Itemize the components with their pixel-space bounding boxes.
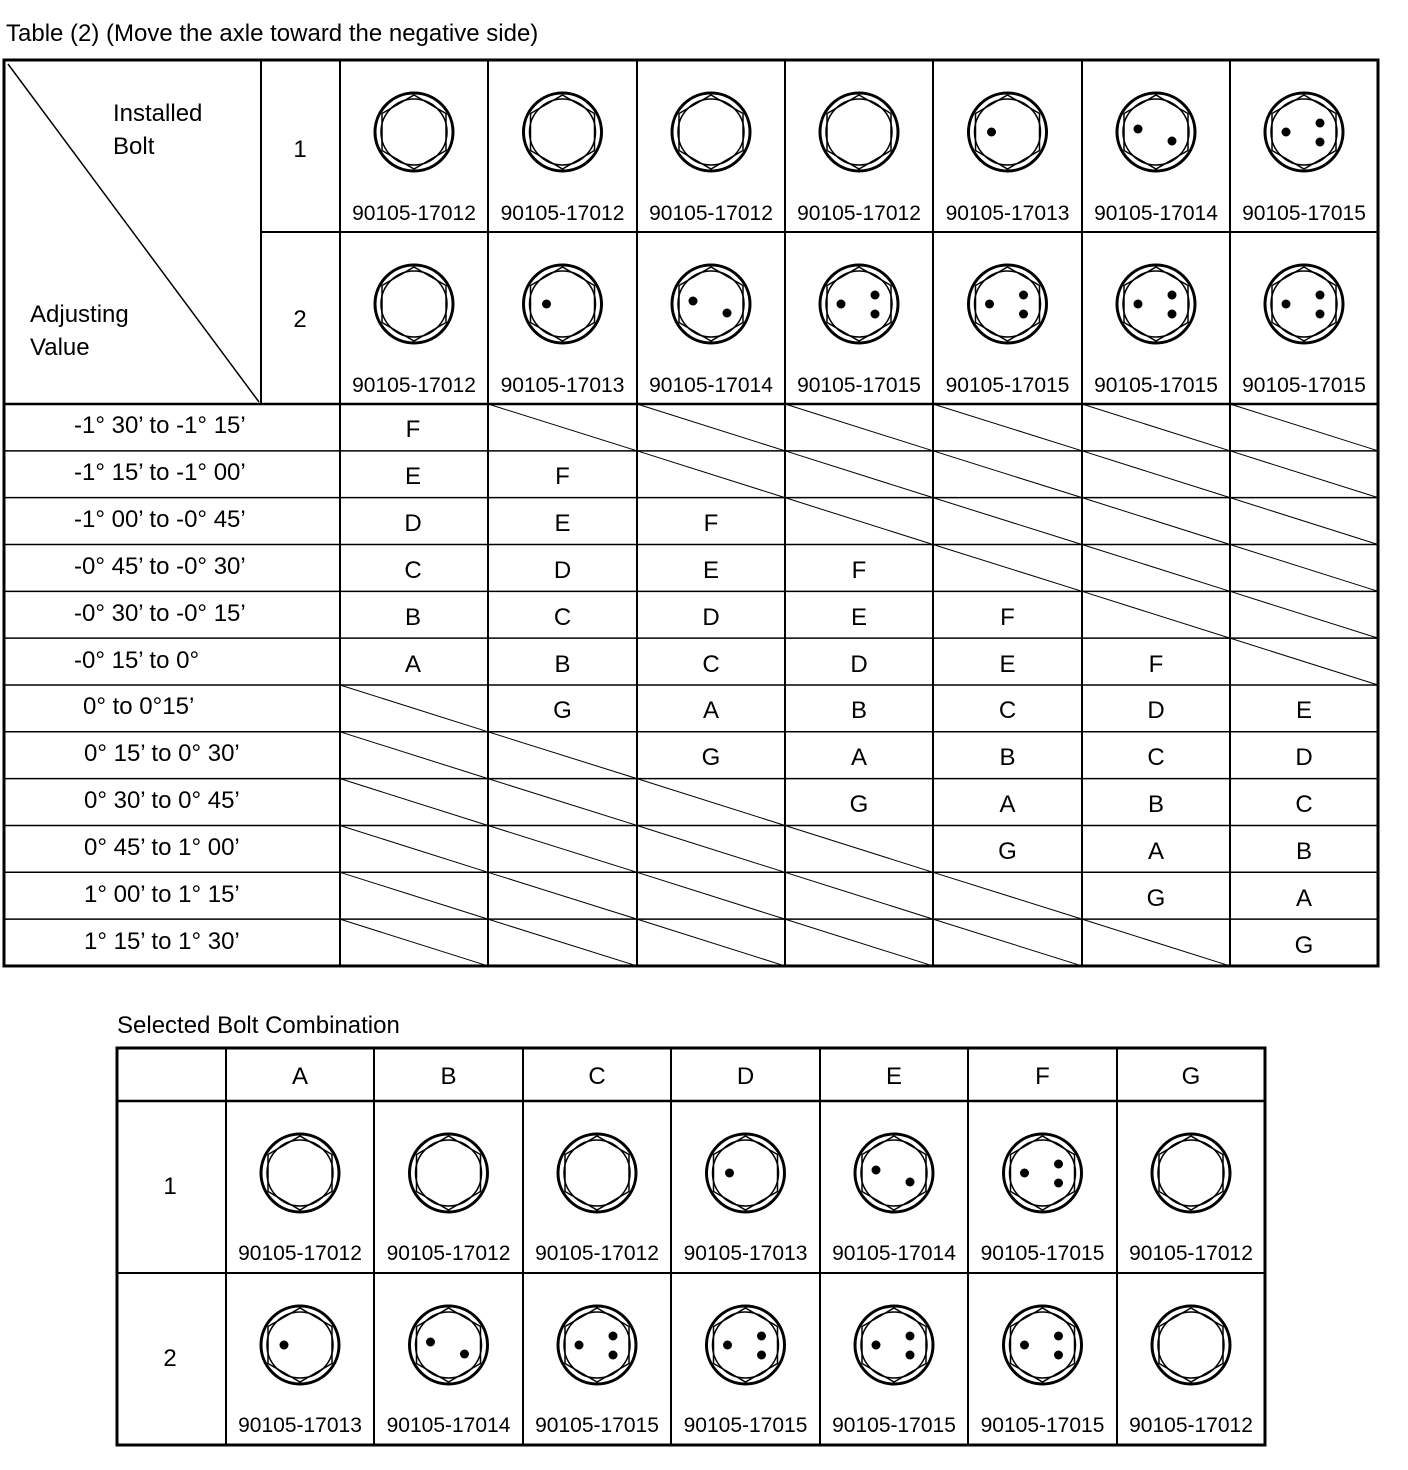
combination-letter: D [702, 603, 720, 631]
bolt-row-label-2: 2 [163, 1345, 177, 1372]
adjusting-value-label: 0° 45’ to 1° 00’ [84, 833, 240, 861]
combination-letter: F [1148, 650, 1164, 678]
combination-letter: A [999, 791, 1016, 819]
bolt-mark-dot [906, 1351, 915, 1360]
combination-letter: B [554, 650, 571, 678]
bolt-icon [261, 1306, 339, 1384]
part-number: 90105-17013 [238, 1414, 362, 1437]
adjusting-value-label: 1° 15’ to 1° 30’ [84, 927, 240, 955]
part-number: 90105-17015 [1242, 374, 1366, 397]
bolt-row-label-1: 1 [293, 136, 307, 163]
bolt-mark-dot [872, 1166, 881, 1175]
bolt-icon [261, 1134, 339, 1212]
bolt-icon [1004, 1134, 1082, 1212]
combination-letter: C [404, 556, 422, 584]
part-number: 90105-17012 [500, 202, 625, 225]
part-number: 90105-17012 [352, 374, 476, 397]
bolt-mark-dot [1054, 1179, 1063, 1188]
combination-letter: F [703, 510, 719, 538]
part-number: 90105-17012 [797, 202, 921, 225]
part-number: 90105-17014 [1094, 202, 1218, 225]
adjusting-value-label: 0° 30’ to 0° 45’ [84, 787, 240, 815]
bolt-mark-dot [460, 1350, 469, 1359]
combination-letter: E [999, 650, 1016, 678]
combination-letter: C [702, 650, 720, 678]
bolt-mark-dot [872, 1341, 881, 1350]
adjusting-value-label: 0° 15’ to 0° 30’ [84, 740, 240, 768]
column-header-letter: D [736, 1062, 755, 1090]
part-number: 90105-17015 [683, 1414, 808, 1437]
combination-letter: A [404, 650, 422, 678]
bolt-row-label-2: 2 [293, 306, 307, 333]
bolt-mark-dot [757, 1332, 766, 1341]
combination-letter: G [849, 791, 869, 819]
bolt-icon [558, 1134, 636, 1212]
combination-letter: D [1147, 697, 1165, 725]
combination-letter: E [850, 603, 868, 631]
part-number: 90105-17015 [1094, 374, 1218, 397]
combination-letter: E [554, 510, 571, 538]
combination-letter: A [1295, 884, 1313, 912]
combination-letter: A [702, 697, 720, 725]
combination-letter: G [553, 697, 572, 725]
combination-letter: G [998, 837, 1017, 865]
bolt-icon [1004, 1306, 1082, 1384]
part-number: 90105-17013 [500, 374, 625, 397]
adjusting-value-label: -1° 00’ to -0° 45’ [74, 506, 246, 534]
adjusting-value-label: -0° 30’ to -0° 15’ [74, 599, 246, 627]
bolt-mark-dot [426, 1338, 435, 1347]
part-number: 90105-17014 [386, 1414, 511, 1437]
header-installed-line1: Installed [113, 100, 203, 127]
part-number: 90105-17014 [832, 1242, 956, 1265]
part-number: 90105-17012 [1129, 1414, 1253, 1437]
bolt-mark-dot [757, 1351, 766, 1360]
column-header-letter: B [440, 1062, 457, 1090]
adjusting-value-label: -0° 45’ to -0° 30’ [74, 552, 246, 580]
bolt-icon [558, 1306, 636, 1384]
bolt-icon [707, 1306, 785, 1384]
bolt-mark-dot [1054, 1160, 1063, 1169]
part-number: 90105-17012 [352, 202, 476, 225]
combination-letter: C [553, 603, 572, 631]
combination-letter: F [555, 463, 570, 491]
bolt-icon [707, 1134, 785, 1212]
adjusting-value-label: -1° 15’ to -1° 00’ [74, 459, 246, 487]
part-number: 90105-17012 [238, 1242, 362, 1265]
column-header-letter: A [291, 1062, 309, 1090]
part-number: 90105-17012 [1129, 1242, 1253, 1265]
part-number: 90105-17015 [535, 1414, 659, 1437]
part-number: 90105-17012 [386, 1242, 511, 1265]
bolt-row-label-1: 1 [163, 1173, 177, 1200]
adjusting-value-label: 0° to 0°15’ [83, 693, 195, 721]
bolt-mark-dot [280, 1341, 289, 1350]
combination-letter: F [1000, 603, 1015, 631]
adjusting-value-label: -1° 30’ to -1° 15’ [74, 412, 246, 440]
bolt-icon [1152, 1306, 1230, 1384]
part-number: 90105-17014 [649, 374, 773, 397]
combination-letter: F [405, 416, 421, 444]
part-number: 90105-17015 [980, 1414, 1105, 1437]
combination-letter: E [1295, 697, 1313, 725]
bolt-icon [410, 1134, 488, 1212]
combination-letter: E [702, 556, 720, 584]
combination-letter: D [850, 650, 868, 678]
combination-letter: D [404, 510, 422, 538]
combination-letter: B [999, 744, 1016, 772]
bolt-mark-dot [1020, 1341, 1029, 1350]
table2-title: Selected Bolt Combination [117, 1012, 400, 1039]
part-number: 90105-17015 [1242, 202, 1366, 225]
combination-letter: C [1147, 744, 1165, 772]
table1-title: Table (2) (Move the axle toward the negative side) [6, 20, 539, 47]
bolt-icon [855, 1134, 933, 1212]
bolt-icon [855, 1306, 933, 1384]
combination-letter: D [1295, 744, 1313, 772]
bolt-mark-dot [1020, 1169, 1029, 1178]
part-number: 90105-17013 [683, 1242, 808, 1265]
part-number: 90105-17012 [535, 1242, 659, 1265]
bolt-mark-dot [609, 1351, 618, 1360]
combination-letter: G [1294, 931, 1314, 959]
header-adjusting-line2: Value [30, 334, 90, 361]
combination-letter: C [998, 697, 1017, 725]
combination-letter: G [1146, 884, 1166, 912]
bolt-mark-dot [725, 1169, 734, 1178]
combination-letter: B [1295, 837, 1313, 865]
column-header-letter: C [588, 1062, 606, 1090]
column-header-letter: G [1181, 1062, 1201, 1090]
part-number: 90105-17012 [649, 202, 773, 225]
bolt-icon [410, 1306, 488, 1384]
bolt-mark-dot [575, 1341, 584, 1350]
combination-letter: C [1295, 791, 1313, 819]
combination-letter: B [404, 603, 422, 631]
bolt-mark-dot [1054, 1332, 1063, 1341]
part-number: 90105-17013 [945, 202, 1070, 225]
bolt-mark-dot [906, 1178, 915, 1187]
combination-letter: D [553, 556, 572, 584]
adjusting-value-label: -0° 15’ to 0° [74, 646, 200, 674]
part-number: 90105-17015 [945, 374, 1070, 397]
combination-letter: F [851, 556, 867, 584]
header-installed-line2: Bolt [113, 133, 155, 160]
bolt-icon [1152, 1134, 1230, 1212]
part-number: 90105-17015 [832, 1414, 956, 1437]
bolt-mark-dot [906, 1332, 915, 1341]
bolt-mark-dot [609, 1332, 618, 1341]
part-number: 90105-17015 [980, 1242, 1105, 1265]
column-header-letter: E [885, 1062, 903, 1090]
header-adjusting-line1: Adjusting [30, 301, 129, 328]
combination-letter: G [701, 744, 721, 772]
combination-letter: B [850, 697, 868, 725]
combination-letter: A [1147, 837, 1165, 865]
combination-letter: E [404, 463, 422, 491]
bolt-mark-dot [1054, 1351, 1063, 1360]
bolt-mark-dot [723, 1341, 732, 1350]
combination-letter: A [850, 744, 868, 772]
column-header-letter: F [1035, 1062, 1050, 1090]
adjusting-value-label: 1° 00’ to 1° 15’ [84, 880, 240, 908]
combination-letter: B [1147, 791, 1165, 819]
part-number: 90105-17015 [797, 374, 921, 397]
